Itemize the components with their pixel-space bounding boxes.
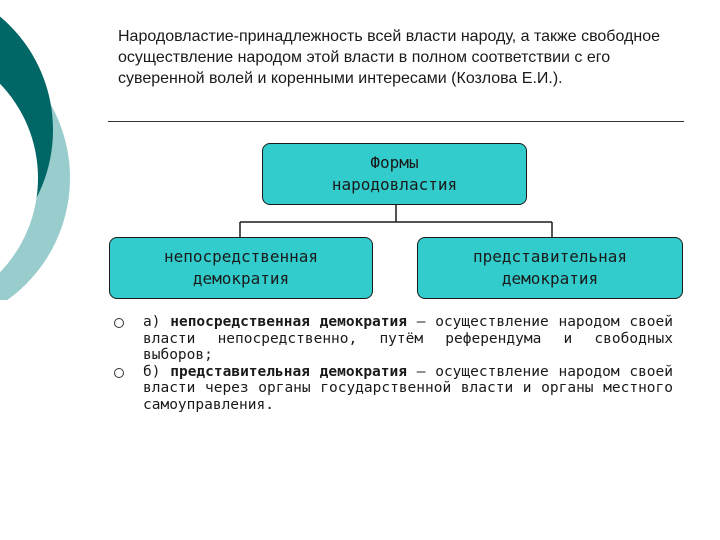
- forms-of-democracy-box: [262, 143, 527, 205]
- bullet-text: [143, 364, 673, 414]
- bullet-text: [143, 314, 673, 364]
- representative-box-line-2: демократия: [501, 269, 599, 288]
- forms-box-line-2: народовластия: [331, 175, 458, 194]
- definition-text: Народовластие-принадлежность всей власти народу, а также свободное осуществление народом этой власти в полном соответствии с его суверенной волей и коренными интересами (Козлова Е.И.).: [118, 28, 660, 87]
- direct-box-line-2: демократия: [192, 269, 290, 288]
- circle-bullet-icon: [114, 318, 124, 328]
- bullet-prefix: б): [143, 363, 171, 380]
- bullet-prefix: а): [143, 314, 171, 330]
- forms-box-line-1: Формы: [370, 153, 419, 172]
- representative-box-line-1: представительная: [472, 247, 628, 266]
- bullet-description: – осуществление народом своей власти непосредственно, путём референдума и свободных выборов;: [143, 314, 673, 363]
- direct-box-line-1: непосредственная: [163, 247, 319, 266]
- list-item: [113, 314, 673, 364]
- bullet-term: непосредственная демократия: [170, 314, 407, 330]
- definitions-list: [113, 314, 673, 413]
- list-item: [113, 364, 673, 414]
- direct-democracy-box: [109, 237, 373, 299]
- representative-democracy-box: [417, 237, 683, 299]
- bullet-term: представительная демократия: [170, 363, 407, 380]
- bullet-description: – осуществление народом своей власти через органы государственной власти и органы местного самоуправления.: [143, 363, 673, 413]
- circle-bullet-icon: [114, 368, 124, 378]
